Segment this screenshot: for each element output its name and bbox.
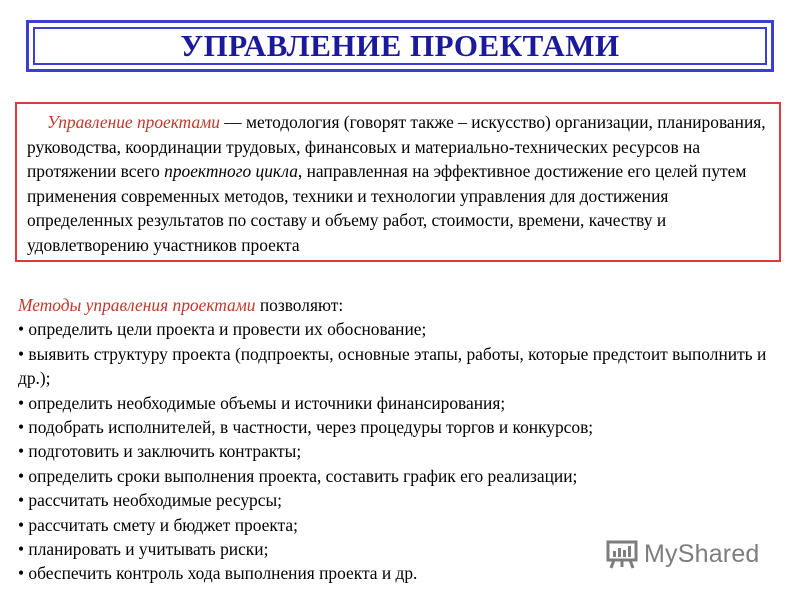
methods-title: Методы управления проектами — [18, 295, 256, 315]
list-item: • подготовить и заключить контракты; — [18, 441, 302, 462]
list-item: • определить цели проекта и провести их обоснование; — [18, 319, 427, 340]
list-item: • рассчитать необходимые ресурсы; — [18, 490, 282, 511]
list-item: • подобрать исполнителей, в частности, через процедуры торгов и конкурсов; — [18, 417, 594, 438]
definition-term: Управление проектами — [47, 112, 220, 132]
list-item: • обеспечить контроль хода выполнения проекта и др. — [18, 563, 418, 584]
definition-box — [15, 102, 781, 262]
list-item: • выявить структуру проекта (подпроекты, основные этапы, работы, которые предстоит выполнить и др.); — [18, 343, 767, 389]
definition-italic-phrase: проектного цикла — [164, 161, 298, 182]
list-item: • определить сроки выполнения проекта, составить график его реализации; — [18, 465, 578, 486]
list-item: • рассчитать смету и бюджет проекта; — [18, 514, 298, 535]
title-banner — [26, 20, 774, 72]
page-title: УПРАВЛЕНИЕ ПРОЕКТАМИ — [180, 28, 620, 63]
definition-text-1: — методология (говорят также – искусство) организации, планирования, руководства, координации трудовых, финансовых и материально-технических ресурсов на протяжении всего — [27, 112, 766, 182]
methods-title-suffix: позволяют: — [255, 295, 344, 315]
myshared-watermark[interactable] — [606, 536, 760, 572]
list-item: • планировать и учитывать риски; — [18, 539, 269, 560]
presentation-board-icon — [606, 538, 638, 570]
list-item: • определить необходимые объемы и источники финансирования; — [18, 392, 506, 413]
methods-heading — [18, 293, 788, 317]
watermark-text: MyShared — [644, 539, 760, 568]
definition-text-2: , направленная на эффективное достижение его целей путем применения современных методов, техники и технологии управления для достижения определенных результатов по составу и объему работ, стоимости, времени, качеству и удовлетворению участников проекта — [27, 161, 747, 255]
